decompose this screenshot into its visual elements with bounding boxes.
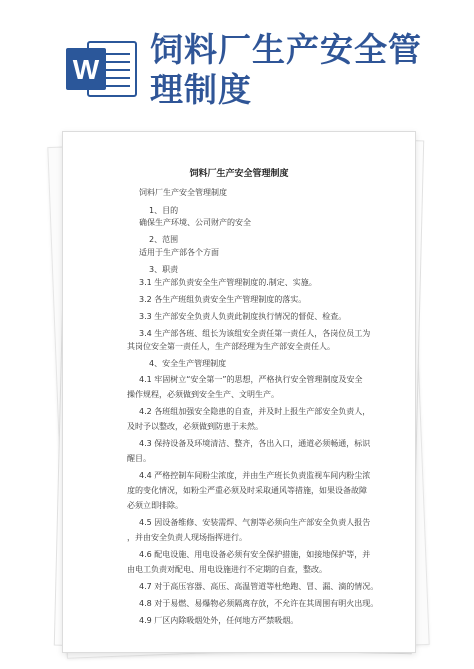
doc-line: 1、目的 [149, 206, 179, 215]
svg-text:W: W [72, 54, 100, 85]
header-banner [0, 0, 474, 122]
doc-line: 由电工负责对配电、用电设施进行不定期的自查，整改。 [127, 565, 327, 574]
doc-line: 4、安全生产管理制度 [149, 359, 227, 368]
page-title-line-1: 饲料厂生产安全管 [150, 30, 422, 69]
doc-line: 操作规程，必须做到安全生产、文明生产。 [127, 390, 279, 399]
doc-line: 醒目。 [127, 454, 151, 463]
doc-line: 4.4 严格控制车间粉尘浓度，并由生产班长负责监视车间内粉尘浓 [139, 471, 371, 480]
doc-line: 3、职责 [149, 265, 179, 274]
document-page [62, 131, 416, 653]
doc-line: 饲料厂生产安全管理制度 [139, 188, 227, 197]
doc-line: 4.7 对于高压容器、高压、高温管道等杜绝跑、冒、漏、滴的情况。 [139, 582, 379, 591]
doc-line: 3.3 生产部安全负责人负责此制度执行情况的督促、检查。 [139, 312, 347, 321]
doc-line: 适用于生产部各个方面 [139, 248, 219, 257]
doc-line: 4.8 对于易燃、易爆物必须隔离存放，不允许在其周围有明火出现。 [139, 599, 379, 608]
doc-line: ，并由安全负责人现场指挥进行。 [127, 533, 247, 542]
doc-line: 确保生产环境、公司财产的安全 [139, 218, 251, 227]
word-document-icon [66, 38, 140, 100]
doc-line: 4.3 保持设备及环境清洁、整齐，各出入口，通道必须畅通，标识 [139, 439, 371, 448]
doc-line: 4.2 各班组加强安全隐患的自查，并及时上报生产部安全负责人， [139, 407, 371, 416]
doc-line: 4.9 厂区内除吸烟处外，任何地方严禁吸烟。 [139, 616, 299, 625]
doc-line: 4.6 配电设施、用电设备必须有安全保护措施，如接地保护等，并 [139, 550, 371, 559]
doc-line: 2、范围 [149, 235, 179, 244]
doc-line: 3.2 各生产班组负责安全生产管理制度的落实。 [139, 295, 307, 304]
doc-line: 4.1 牢固树立“安全第一”的思想，严格执行安全管理制度及安全 [139, 375, 363, 384]
document-title: 饲料厂生产安全管理制度 [189, 169, 289, 179]
doc-line: 度的变化情况，如粉尘严重必须及时采取通风等措施，如果设备故障 [127, 486, 367, 495]
doc-line: 及时予以整改，必须做到防患于未然。 [127, 422, 263, 431]
doc-line: 3.1 生产部负责安全生产管理制度的.制定、实施。 [139, 278, 317, 287]
doc-line: 4.5 因设备维修、安装需焊、气割等必须向生产部安全负责人报告 [139, 518, 371, 527]
page-title [150, 30, 460, 110]
doc-line: 必须立即排除。 [127, 501, 183, 510]
doc-line: 其岗位安全第一责任人，生产部经理为生产部安全责任人。 [127, 342, 335, 351]
doc-line: 3.4 生产部各班、组长为该组安全责任第一责任人，各岗位员工为 [139, 329, 371, 338]
page-title-line-2: 理制度 [150, 70, 252, 109]
